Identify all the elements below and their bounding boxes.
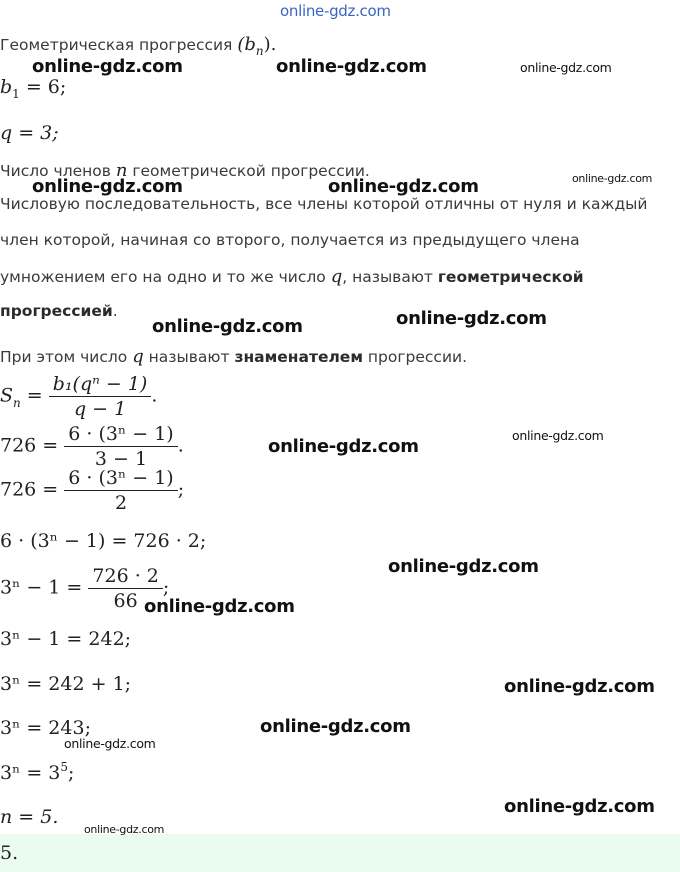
- f8-lhs: 3ⁿ = 3: [0, 762, 61, 784]
- def4-after: .: [112, 302, 118, 320]
- title-seq-close: ).: [263, 34, 277, 55]
- formula-sn: [0, 372, 157, 421]
- sn-lhs: S: [0, 384, 14, 407]
- definition-line-2: член которой, начиная со второго, получается из предыдущего члена: [0, 231, 580, 249]
- formula-1: [0, 422, 184, 471]
- watermark-top: online-gdz.com: [280, 2, 391, 20]
- n-text-before: Число членов: [0, 162, 116, 180]
- formula-9: n = 5.: [0, 806, 59, 828]
- b1-var: b: [0, 76, 13, 98]
- def4-bold: прогрессией: [0, 302, 113, 320]
- watermark: online-gdz.com: [268, 436, 419, 457]
- f2-numerator: 6 · (3ⁿ − 1): [64, 466, 177, 491]
- b1-rest: = 6;: [19, 76, 67, 98]
- definition-line-4: [0, 302, 118, 320]
- formula-7: 3ⁿ = 243;: [0, 717, 91, 739]
- watermark: online-gdz.com: [144, 596, 295, 617]
- f2-fraction: [64, 466, 177, 515]
- watermark: online-gdz.com: [572, 172, 653, 185]
- formula-2: [0, 466, 184, 515]
- f8-end: ;: [68, 762, 75, 784]
- n-var: n: [115, 160, 128, 181]
- formula-5: 3ⁿ − 1 = 242;: [0, 628, 132, 650]
- watermark: online-gdz.com: [512, 428, 604, 443]
- def3-var: q: [330, 266, 343, 287]
- answer-value: 5.: [0, 842, 19, 864]
- f4-denominator: 66: [113, 590, 138, 612]
- def5-after: называют: [143, 348, 235, 366]
- sn-sub: n: [13, 395, 21, 410]
- f2-denominator: 2: [114, 492, 128, 514]
- watermark: online-gdz.com: [520, 60, 612, 75]
- problem-title: [0, 34, 277, 58]
- watermark: online-gdz.com: [396, 308, 547, 329]
- watermark: online-gdz.com: [32, 176, 183, 197]
- f1-end: .: [177, 434, 184, 457]
- def3-before: умножением его на одно и то же число: [0, 268, 331, 286]
- f4-numerator: 726 · 2: [88, 564, 162, 589]
- formula-3: 6 · (3ⁿ − 1) = 726 · 2;: [0, 530, 207, 552]
- n-text-after: геометрической прогрессии.: [127, 162, 370, 180]
- f2-end: ;: [177, 478, 185, 501]
- definition-line-1: Числовую последовательность, все члены которой отличны от нуля и каждый: [0, 195, 648, 213]
- def5-before: При этом число: [0, 348, 133, 366]
- watermark: online-gdz.com: [388, 556, 539, 577]
- watermark: online-gdz.com: [276, 56, 427, 77]
- f4-end: ;: [162, 576, 170, 599]
- f2-lhs: 726 =: [0, 478, 59, 501]
- formula-8: [0, 762, 74, 784]
- title-seq: [237, 34, 277, 58]
- sn-fraction: [49, 372, 152, 421]
- watermark: online-gdz.com: [504, 796, 655, 817]
- title-text: Геометрическая прогрессия: [0, 36, 233, 54]
- watermark: online-gdz.com: [64, 736, 156, 751]
- f1-denominator: 3 − 1: [94, 448, 148, 470]
- title-seq-sub: n: [255, 44, 264, 58]
- watermark: online-gdz.com: [152, 316, 303, 337]
- watermark: online-gdz.com: [32, 56, 183, 77]
- sn-eq: =: [20, 384, 43, 407]
- f1-fraction: [64, 422, 177, 471]
- watermark: online-gdz.com: [328, 176, 479, 197]
- def5-bold: знаменателем: [234, 348, 363, 366]
- given-b1: [0, 76, 67, 101]
- watermark: online-gdz.com: [260, 716, 411, 737]
- def3-bold: геометрической: [437, 268, 584, 286]
- watermark: online-gdz.com: [504, 676, 655, 697]
- f4-lhs: 3ⁿ − 1 =: [0, 576, 83, 599]
- answer-bar: [0, 834, 680, 872]
- formula-6: 3ⁿ = 242 + 1;: [0, 673, 132, 695]
- title-seq-open: (b: [237, 34, 256, 55]
- definition-line-3: [0, 266, 584, 287]
- sn-end: .: [151, 384, 158, 407]
- def3-after: , называют: [342, 268, 438, 286]
- sn-numerator: b₁(qⁿ − 1): [49, 372, 152, 397]
- given-q: q = 3;: [0, 122, 59, 144]
- b1-sub: 1: [12, 87, 20, 101]
- f1-numerator: 6 · (3ⁿ − 1): [64, 422, 177, 447]
- sn-denominator: q − 1: [73, 398, 127, 420]
- def5-end: прогрессии.: [363, 348, 468, 366]
- def5-var: q: [132, 346, 144, 367]
- definition-line-5: [0, 346, 467, 367]
- f8-exp: 5: [60, 760, 69, 774]
- watermark: online-gdz.com: [84, 823, 165, 836]
- f1-lhs: 726 =: [0, 434, 59, 457]
